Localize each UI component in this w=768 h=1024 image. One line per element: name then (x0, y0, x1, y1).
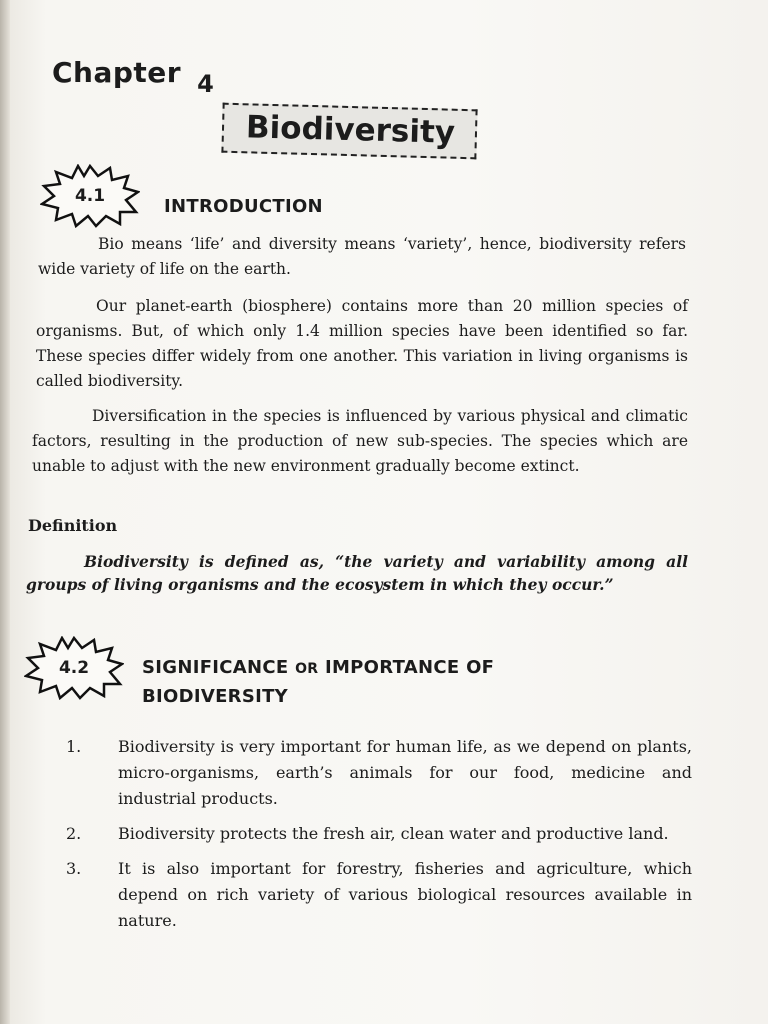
heading-part: IMPORTANCE OF (324, 657, 495, 678)
list-item (66, 856, 692, 934)
intro-paragraph: Diversification in the species is influenced by various physical and climatic factors, resulting in the production of new sub-species. The species which are unable to adjust with the new environment gradually become extinct. (32, 407, 688, 475)
list-item-number: 2. (66, 824, 82, 843)
list-item-number: 3. (66, 859, 82, 878)
section-badge-burst (24, 636, 124, 700)
section-badge-burst (40, 164, 140, 228)
heading-part: SIGNIFICANCE (142, 657, 289, 678)
list-item-text: It is also important for forestry, fisheries and agriculture, which depend on rich variety of various biological resources available in nature. (118, 859, 692, 930)
chapter-word: Chapter (52, 56, 182, 89)
chapter-label (52, 56, 215, 98)
heading-conjunction: OR (295, 661, 319, 677)
importance-list (66, 734, 692, 943)
book-spine-shadow (0, 0, 10, 1024)
section-heading-importance (142, 654, 494, 711)
intro-paragraph: Bio means ‘life’ and diversity means ‘variety’, hence, biodiversity refers wide variety of life on the earth. (38, 235, 686, 278)
section-number: 4.2 (58, 658, 90, 678)
heading-line2: BIODIVERSITY (142, 686, 289, 707)
list-item-text: Biodiversity protects the fresh air, clean water and productive land. (118, 824, 669, 843)
definition-text: Biodiversity is defined as, “the variety and variability among all groups of living organisms and the ecosystem in which they occur.” (26, 552, 688, 594)
chapter-title: Biodiversity (221, 103, 477, 160)
list-item (66, 734, 692, 812)
list-item-text: Biodiversity is very important for human life, as we depend on plants, micro-organisms, earth’s animals for our food, medicine and industrial products. (118, 737, 692, 808)
list-item-number: 1. (66, 737, 82, 756)
chapter-number: 4 (197, 70, 215, 98)
list-item (66, 821, 692, 847)
definition-title: Definition (28, 516, 118, 535)
section-number: 4.1 (74, 186, 106, 206)
intro-paragraph: Our planet-earth (biosphere) contains more than 20 million species of organisms. But, of which only 1.4 million species have been identified so far. These species differ widely from one another. This variation in living organisms is called biodiversity. (36, 297, 688, 390)
section-heading-introduction: INTRODUCTION (164, 196, 323, 217)
